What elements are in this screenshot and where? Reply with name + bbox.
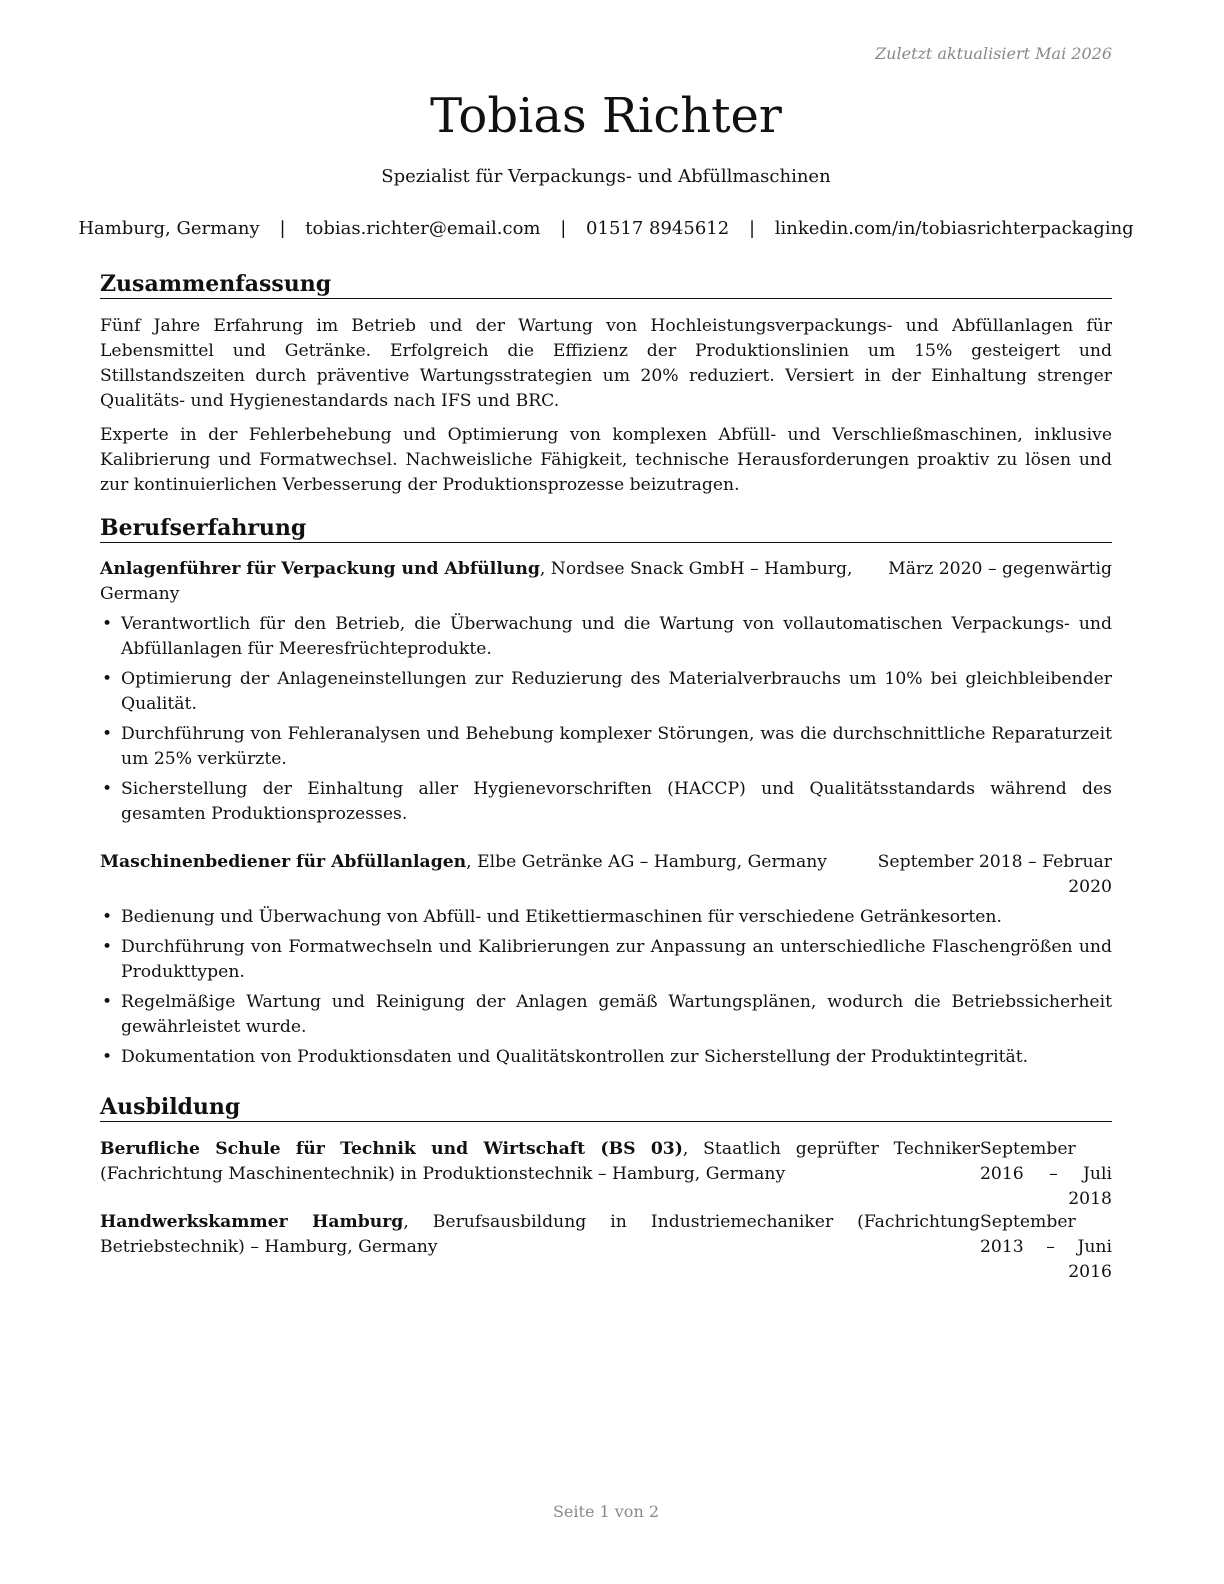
list-item: • Optimierung der Anlageneinstellungen zur Reduzierung des Materialverbrauchs um 10% bei gleichbleibender Qualität. bbox=[100, 667, 1112, 717]
education-school: Berufliche Schule für Technik und Wirtschaft (BS 03) bbox=[100, 1139, 683, 1159]
job-bullets bbox=[100, 905, 1112, 1075]
contact-separator: | bbox=[279, 218, 286, 239]
summary-paragraph: Experte in der Fehlerbehebung und Optimierung von komplexen Abfüll- und Verschließmaschinen, inklusive Kalibrierung und Formatwechsel. Nachweisliche Fähigkeit, technische Herausforderungen proaktiv zu lösen und zur kontinuierlichen Verbesserung der Produktionsprozesse beizutragen. bbox=[100, 425, 1112, 495]
list-item: • Bedienung und Überwachung von Abfüll- und Etikettiermaschinen für verschiedene Getränkesorten. bbox=[100, 905, 1112, 930]
section-heading-experience: Berufserfahrung bbox=[100, 515, 1112, 543]
education-entry bbox=[100, 1210, 980, 1260]
education-school: Handwerkskammer Hamburg bbox=[100, 1212, 404, 1232]
job-title-line bbox=[100, 557, 882, 607]
job-dates: März 2020 – gegenwärtig bbox=[888, 559, 1112, 579]
contact-separator: | bbox=[560, 218, 567, 239]
job-bullets bbox=[100, 612, 1112, 832]
section-heading-summary: Zusammenfassung bbox=[100, 271, 1112, 299]
list-item: • Regelmäßige Wartung und Reinigung der Anlagen gemäß Wartungsplänen, wodurch die Betriebssicherheit gewährleistet wurde. bbox=[100, 990, 1112, 1040]
job-title: Anlagenführer für Verpackung und Abfüllung bbox=[100, 559, 540, 579]
contact-linkedin[interactable]: linkedin.com/in/tobiasrichterpackaging bbox=[774, 218, 1134, 239]
list-item: • Sicherstellung der Einhaltung aller Hygienevorschriften (HACCP) und Qualitätsstandards während des gesamten Produktionsprozesses. bbox=[100, 777, 1112, 827]
education-entry bbox=[100, 1137, 980, 1187]
resume-page bbox=[78, 0, 1134, 1584]
job-title: Maschinenbediener für Abfüllanlagen bbox=[100, 852, 467, 872]
candidate-name: Tobias Richter bbox=[430, 88, 782, 144]
education-detail: , Berufsausbildung in Industriemechaniker (Fachrichtung Betriebstechnik) – Hamburg, Germany bbox=[100, 1212, 980, 1257]
contact-email[interactable]: tobias.richter@email.com bbox=[305, 218, 541, 239]
contact-line bbox=[0, 218, 1212, 239]
job-employer: , Elbe Getränke AG – Hamburg, Germany bbox=[466, 852, 828, 872]
job-employer: , Nordsee Snack GmbH – Hamburg, Germany bbox=[100, 559, 853, 604]
list-item: • Dokumentation von Produktionsdaten und Qualitätskontrollen zur Sicherstellung der Produktintegrität. bbox=[100, 1045, 1112, 1070]
last-updated: Zuletzt aktualisiert Mai 2026 bbox=[875, 44, 1112, 63]
education-dates: September 2016 – Juli 2018 bbox=[980, 1139, 1112, 1209]
list-item: • Verantwortlich für den Betrieb, die Überwachung und die Wartung von vollautomatischen Verpackungs- und Abfüllanlagen für Meeresfrüchteprodukte. bbox=[100, 612, 1112, 662]
page-number: Seite 1 von 2 bbox=[552, 1502, 660, 1521]
candidate-title: Spezialist für Verpackungs- und Abfüllmaschinen bbox=[381, 166, 831, 187]
contact-location: Hamburg, Germany bbox=[78, 218, 260, 239]
section-heading-education: Ausbildung bbox=[100, 1094, 1112, 1122]
list-item: • Durchführung von Fehleranalysen und Behebung komplexer Störungen, was die durchschnittliche Reparaturzeit um 25% verkürzte. bbox=[100, 722, 1112, 772]
contact-phone[interactable]: 01517 8945612 bbox=[586, 218, 730, 239]
job-dates: September 2018 – Februar 2020 bbox=[877, 852, 1112, 897]
list-item: • Durchführung von Formatwechseln und Kalibrierungen zur Anpassung an unterschiedliche Flaschengrößen und Produkttypen. bbox=[100, 935, 1112, 985]
education-detail: , Staatlich geprüfter Techniker (Fachrichtung Maschinentechnik) in Produktionstechnik – Hamburg, Germany bbox=[100, 1139, 980, 1184]
job-title-line bbox=[100, 850, 880, 875]
contact-separator: | bbox=[748, 218, 756, 239]
summary-paragraph: Fünf Jahre Erfahrung im Betrieb und der Wartung von Hochleistungsverpackungs- und Abfüllanlagen für Lebensmittel und Getränke. Erfolgreich die Effizienz der Produktionslinien um 15% gesteigert und Stillstandszeiten durch präventive Wartungsstrategien um 20% reduziert. Versiert in der Einhaltung strenger Qualitäts- und Hygienestandards nach IFS und BRC. bbox=[100, 316, 1112, 411]
education-dates: September 2013 – Juni 2016 bbox=[980, 1212, 1112, 1282]
